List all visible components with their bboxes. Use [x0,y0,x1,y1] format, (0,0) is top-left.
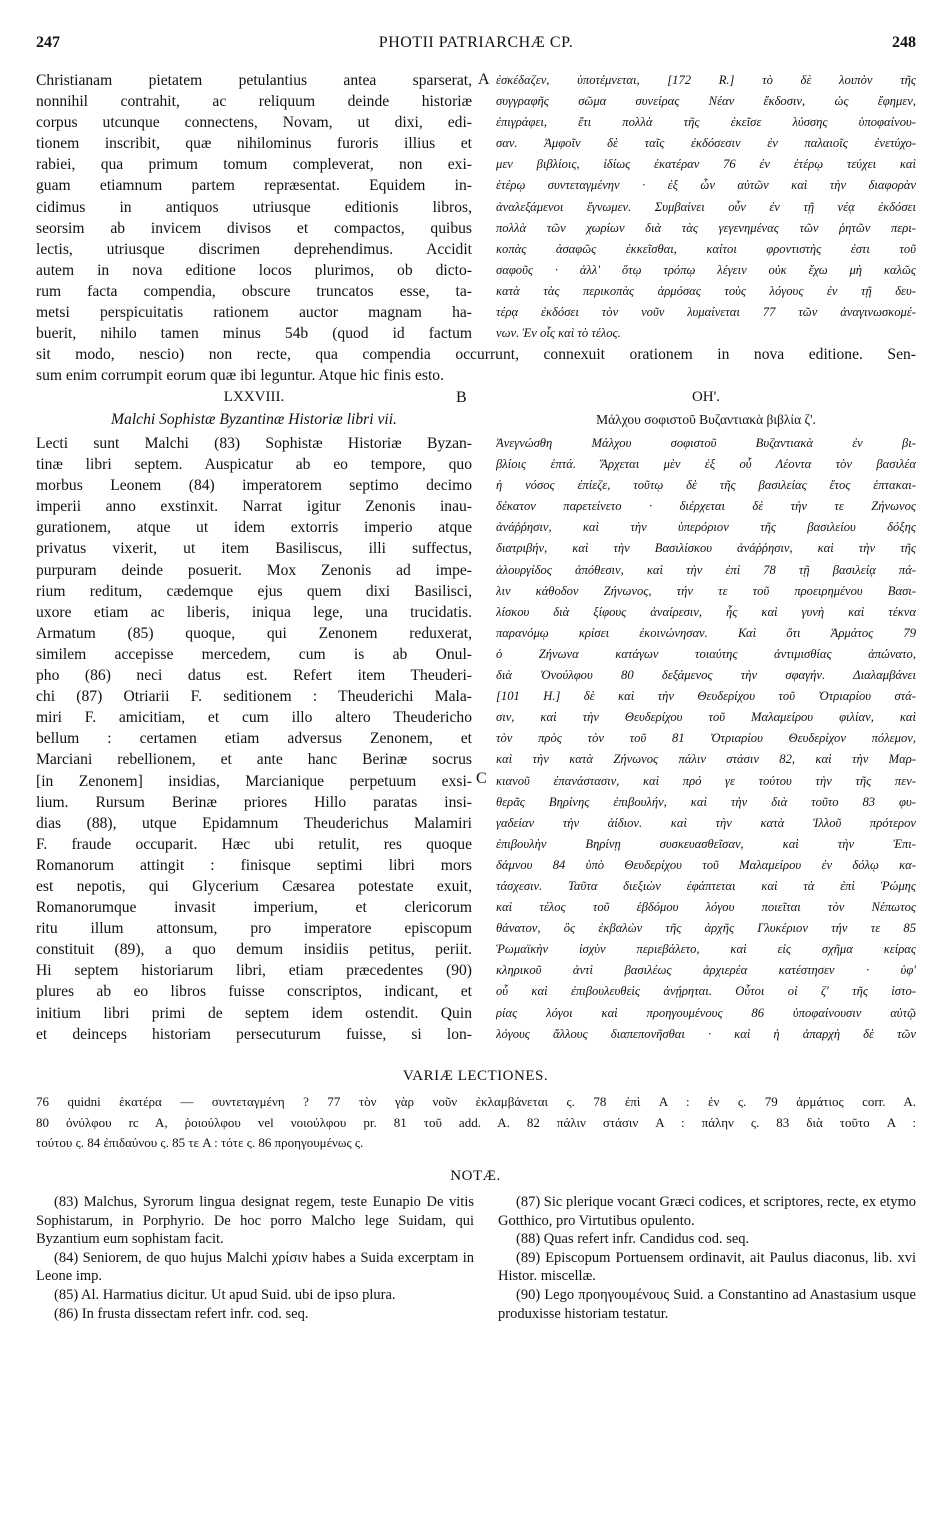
left-subheading [36,411,472,429]
text-line: uxore etiam ac liberis, iniqua lege, una trucidatis. [36,603,472,621]
text-line: Ἀνεγνώσθη Μάλχου σοφιστοῦ Βυζαντιακὰ ἐν βι- [496,436,916,450]
text-line: Armatum (85) quoque, qui Zenonem reduxerat, [36,624,472,642]
variae-lectiones-title: VARIÆ LECTIONES. [402,1068,549,1084]
text-line: et deinceps historiam persecuturum fuisse, si lon- [36,1025,472,1043]
text-line: γαδείαν τὴν ἀίδιον. καὶ τὴν κατὰ Ἰλλοῦ πρότερον [496,815,916,830]
text-line: ὁ Ζήνωνα κατάγων τοιαύτης ἀντιμισθίας ἀπώνατο, [496,646,916,661]
text-line: κατὰ τὰς περικοπὰς ἁρμόσας τοὺς λόγους ἐν τῇ δευ- [496,283,916,298]
text-line: λίσκου διὰ ξίφους ἀναίρεσιν, ἧς καὶ γυνὴ καὶ τέκνα [496,604,916,619]
left-section-heading [36,389,472,406]
text-line: morbus Leonem (84) imperatorem septimo decimo [36,477,472,495]
text-line: guam etiamnum partem repræsentat. Equidem in- [36,177,472,195]
text-line: Hi septem historiarum libri, etiam præcedentes (90) [36,962,472,980]
text-line: miri F. amicitiam, et cum illo altero Theudericho [36,709,472,727]
full-width-text [36,344,916,386]
right-subheading [496,412,916,428]
chapter-number-greek: ΟΗ'. [691,389,721,405]
text-line: rium reditum, cædemque ejus quem dixi Basilisci, [36,582,472,600]
text-line: ἐσκέδαζεν, ὑποτέμνεται, [172 R.] τὸ δὲ λοιπὸν τῆς [496,73,916,87]
variant-line: τούτου ς. 84 ἐπιδαύνου ς. 85 τε A : τότε ς. 86 προηγουμένως ς. [36,1135,364,1151]
text-line: constituit (89), a quo demum insidiis petitus, periit. [36,941,472,959]
text-line: lium. Rursum Berinæ priores Hillo paratas insi- [36,793,472,811]
text-line: ἐπιγράφει, ἔτι πολλὰ τῆς ἐκεῖσε λύσσης ὑποφαίνου- [496,115,916,130]
text-line: rum facta compendia, obscure truncatos esse, ta- [36,282,472,300]
variae-lectiones [36,1092,916,1153]
text-line: est nepotis, qui Glycerium Cæsarea potestate exuit, [36,877,472,895]
text-line: lectis, utriusque discrimen deprehendimus. Accidit [36,240,472,258]
text-line: plures ab eo libros fuisse conscriptos, indicant, et [36,983,472,1001]
text-line: οὗ καὶ ἐπιβουλευθεὶς ἀνῄρηται. Οὗτοι οἱ ζ' τῆς ἱστο- [496,984,916,999]
right-page-number: 248 [892,34,916,51]
text-line: ἀνάῤῥησιν, καὶ τὴν ὑπερόριον τῆς βασιλείου δόξης [496,520,916,535]
text-line: δάμνου 84 ὑπὸ Θευδερίχου τοῦ Μαλαμείρου ἐν δόλῳ κα- [496,857,916,872]
text-line: tionem inscribit, quæ nihilominus furoris illius et [36,135,472,153]
text-line: διὰ Ὀνούλφου 80 δεξάμενος τὴν σφαγήν. Διαλαμβάνει [496,668,916,683]
variant-line: 80 ὀνύλφου rc A, ῥοιούλφου vel νοιούλφου pr. 81 τοῦ add. A. 82 πάλιν στάσιν A : πάλην ς. 83 διὰ τοῦτο A : [36,1115,916,1131]
text-line: tinæ libri septem. Auspicatur ab eo tempore, quo [36,456,472,474]
text-line: σιν, καὶ τὴν Θευδερίχου τοῦ Μαλαμείρου φιλίαν, καὶ [496,710,916,725]
text-line: cidimus in antiquos utriusque editionis libros, [36,198,472,216]
text-line: ἁλουργίδος ἀπόθεσιν, καὶ τὴν ἐπὶ 78 τῇ βασιλείᾳ πά- [496,562,916,577]
footnote: (86) In frusta dissectam refert infr. cod. seq. [54,1305,309,1322]
page-header [36,34,916,56]
text-line: ἡ νόσος ἐπίεζε, τοῦτῳ δὲ τῆς βασιλείας ἔτος ἑπτακαι- [496,478,916,493]
chapter-title-greek: Μάλχου σοφιστοῦ Βυζαντιακὰ βιβλία ζ'. [596,412,816,427]
text-line: similem accepisse mercedem, cum is ab Onul- [36,645,472,663]
left-page-number: 247 [36,34,60,51]
chapter-title-latin: Malchi Sophistæ Byzantinæ Historiæ libri vii. [111,411,397,428]
text-line: ἑτέρῳ συντεταγμένην · ἐξ ὧν αὐτῶν καὶ τὴν διαφορὰν [496,178,916,193]
notes-left-column [36,1193,474,1323]
text-line: νων. Ἐν οἷς καὶ τὸ τέλος. [496,326,621,341]
text-line: buerit, nihilo tamen minus 54b (quod id factum [36,325,472,343]
text-line: purpuram deinde posuerit. Mox Zenonis ad impe- [36,561,472,579]
text-line: seorsim ab invicem divisos et compactos, quibus [36,219,472,237]
text-line: ritu illum attonsum, pro imperatore episcopum [36,920,472,938]
notes-right-column [498,1193,916,1323]
chapter-number: LXXVIII. [223,389,285,405]
text-line: Marciani rebellionem, et ante hanc Berinæ socrus [36,751,472,769]
text-line: καὶ τὴν κατὰ Ζήνωνος πάλιν στάσιν 82, καὶ τὴν Μαρ- [496,752,916,767]
text-line: imperii anno exstinxit. Narrat igitur Zenonis inau- [36,498,472,516]
text-line: metsi perspicuitatis rationem auctor magnam ha- [36,304,472,322]
text-line: sit modo, nescio) non recte, qua compendia occurrunt, connexuit orationem in nova editione. Sen- [36,346,916,363]
footnote: (89) Episcopum Portuensem ordinavit, ait Paulus diaconus, lib. xvi Histor. miscellæ. [498,1249,916,1285]
text-line: ἐπιβουλὴν Βηρίνῃ συσκευασθεῖσαν, καὶ τὴν Ἐπι- [496,836,916,851]
text-line: σαν. Ἀμφοῖν δὲ ταῖς ἐκδόσεσιν ἐν παλαιοῖς ἐνετύχο- [496,136,916,151]
text-line: privatus vixerit, ut item Basiliscus, illi suffectus, [36,540,472,558]
text-line: nonnihil contrahit, ac reliquum deinde historiæ [36,93,472,111]
text-line: Romanorum attingit : finisque septimi libri mors [36,856,472,874]
text-line: bellum : certamen etiam adversus Zenonem, et [36,730,472,748]
text-line: Lecti sunt Malchi (83) Sophistæ Historiæ Byzan- [36,435,472,452]
footnote: (83) Malchus, Syrorum lingua designat regem, teste Eunapio De vitis Sophistarum, in Porphyrio. De hoc porro Malcho lege Suidam, qui Byzantium eum sophistam facit. [36,1194,474,1248]
text-line: pho (86) neci datus est. Refert item Theuderi- [36,667,472,685]
text-line: dias (88), utque Epidamnum Theuderichus Malamiri [36,814,472,832]
footnote: (85) Al. Harmatius dicitur. Ut apud Suid. ubi de ipso plura. [54,1286,396,1303]
top-latin-column [36,70,472,344]
main-latin-column [36,433,472,1045]
text-line: F. fraude occuparit. Hæc ubi retulit, res quoque [36,835,472,853]
text-line: μεν βιβλίοις, ἰδίως ἑκατέραν 76 ἐν ἑτέρῳ τεύχει καὶ [496,157,916,172]
text-line: rabiei, qua primum tomum compleverat, non exi- [36,156,472,174]
text-line: πολλὰ τῶν χωρίων διὰ τὰς γεγενημένας τῶν ῥητῶν περι- [496,220,916,235]
text-line: συγγραφῆς σῶμα συνείρας Νέαν ἔκδοσιν, ὡς ἔφημεν, [496,94,916,109]
text-line: κοπὰς ἀσαφῶς ἐκκεῖσθαι, καίτοι φροντιστὴς ἐστι τοῦ [496,241,916,256]
text-line: autem in nova editione locos plurimos, ob dicto- [36,261,472,279]
text-line: λόγους ἄλλους διαπεπονῆσθαι · καὶ ἡ ἀπαρχὴ δὲ τῶν [496,1026,916,1041]
text-line: σαφοῦς · ἀλλ' ὅτῳ τρόπῳ λέγειν οὐκ ἔχω μὴ καλῶς [496,262,916,277]
text-line: Romanorumque invasit imperium, et clericorum [36,899,472,917]
running-title: PHOTII PATRIARCHÆ CP. [378,34,574,51]
variant-line: 76 quidni ἑκατέρα — συντεταγμένη ? 77 τὸν γὰρ νοῦν ἐκλαμβάνεται ς. 78 ἐπὶ A : ἐν ς. 79 ἁρμάτιος corr. A. [36,1094,916,1109]
text-line: τάσχεσιν. Ταῦτα διεξιὼν ἐφάπτεται καὶ τὰ ἐπὶ Ῥώμης [496,878,916,893]
text-line: λιν κάθοδον Ζήνωνος, τήν τε τοῦ προειρημένου Βασι- [496,583,916,598]
text-line: παρανόμῳ κρίσει ἐκοινώνησαν. Καὶ ὅτι Ἁρμάτος 79 [496,625,916,640]
main-greek-column [496,433,916,1045]
text-line: βλίοις ἑπτά. Ἄρχεται μὲν ἐξ οὗ Λέοντα τὸν βασιλέα [496,457,916,472]
text-line: θερᾶς Βηρίνης ἐπιβουλήν, καὶ τὴν διὰ τοῦτο 83 φυ- [496,794,916,809]
margin-marker-c: C [476,770,487,787]
text-line: sum enim corrumpit eorum quæ ibi leguntur. Atque hic finis esto. [36,367,444,385]
text-line: τέρᾳ ἐκδόσει τὸν νοῦν λυμαίνεται 77 τῶν ἀναγινωσκομέ- [496,305,916,320]
footnote: (84) Seniorem, de quo hujus Malchi χρίσιν habes a Suida excerptam in Leone imp. [36,1249,474,1285]
text-line: gurationem, atque ut idem extorris imperio atque [36,519,472,537]
text-line: Christianam pietatem petulantius antea sparserat, [36,72,472,89]
footnote: (87) Sic plerique vocant Græci codices, et scriptores, recte, ex etymo Gotthico, pro Virtutibus opulento. [498,1194,916,1229]
text-line: ἀναλεξάμενοι ἔγνωμεν. Συμβαίνει οὖν ἐν τῇ νέᾳ ἐκδόσει [496,199,916,214]
text-line: [in Zenonem] insidias, Marcianique perpetuum exsi- [36,772,472,790]
text-line: initium libri primi de septem idem ostendit. Quin [36,1004,472,1022]
text-line: [101 H.] δὲ καὶ τὴν Θευδερίχου τοῦ Ὀτριαρίου στά- [496,689,916,704]
text-line: corpus utcunque connectens, Novam, ut dixi, edi- [36,114,472,132]
top-greek-column [496,70,916,344]
text-line: θάνατον, ὃς ἐκβαλὼν τῆς ἀρχῆς Γλυκέριον τήν τε 85 [496,921,916,936]
text-line: δέκατον παρετείνετο · διέρχεται δὲ τὴν τε Ζήνωνος [496,499,916,514]
text-line: Ῥωμαϊκὴν ἰσχὺν περιεβάλετο, καὶ εἰς σχῆμα κείρας [496,942,916,957]
notae-title: NOTÆ. [450,1168,501,1184]
text-line: καὶ τέλος τοῦ ἑβδόμου λόγου ποιεῖται τὸν Νέπωτος [496,900,916,915]
margin-marker-b: B [456,389,467,406]
text-line: τὸν πρὸς τὸν τοῦ 81 Ὀτριαρίου Θευδερίχον πόλεμον, [496,731,916,746]
text-line: κιανοῦ ἐπανάστασιν, καὶ πρό γε τούτου τὴν τῆς πεν- [496,773,916,788]
footnote: (90) Lego προηγουμένους Suid. a Constantino ad Anastasium usque produxisse historiam testatur. [498,1286,916,1322]
margin-marker-a: A [478,71,490,88]
text-line: ρίας λόγοι καὶ προηγουμένους 86 ὑποφαίνουσιν αὐτῷ [496,1005,916,1020]
text-line: διατριβήν, καὶ τὴν Βασιλίσκου ἀνάῤῥησιν, καὶ τὴν τῆς [496,541,916,556]
footnote: (88) Quas refert infr. Candidus cod. seq. [516,1231,750,1248]
text-line: chi (87) Otriarii F. seditionem : Theuderichi Mala- [36,688,472,706]
text-line: κληρικοῦ ἀντὶ βασιλέως ἀρχιερέα κατέστησεν · ὑφ' [496,963,916,978]
right-section-heading [496,389,916,406]
